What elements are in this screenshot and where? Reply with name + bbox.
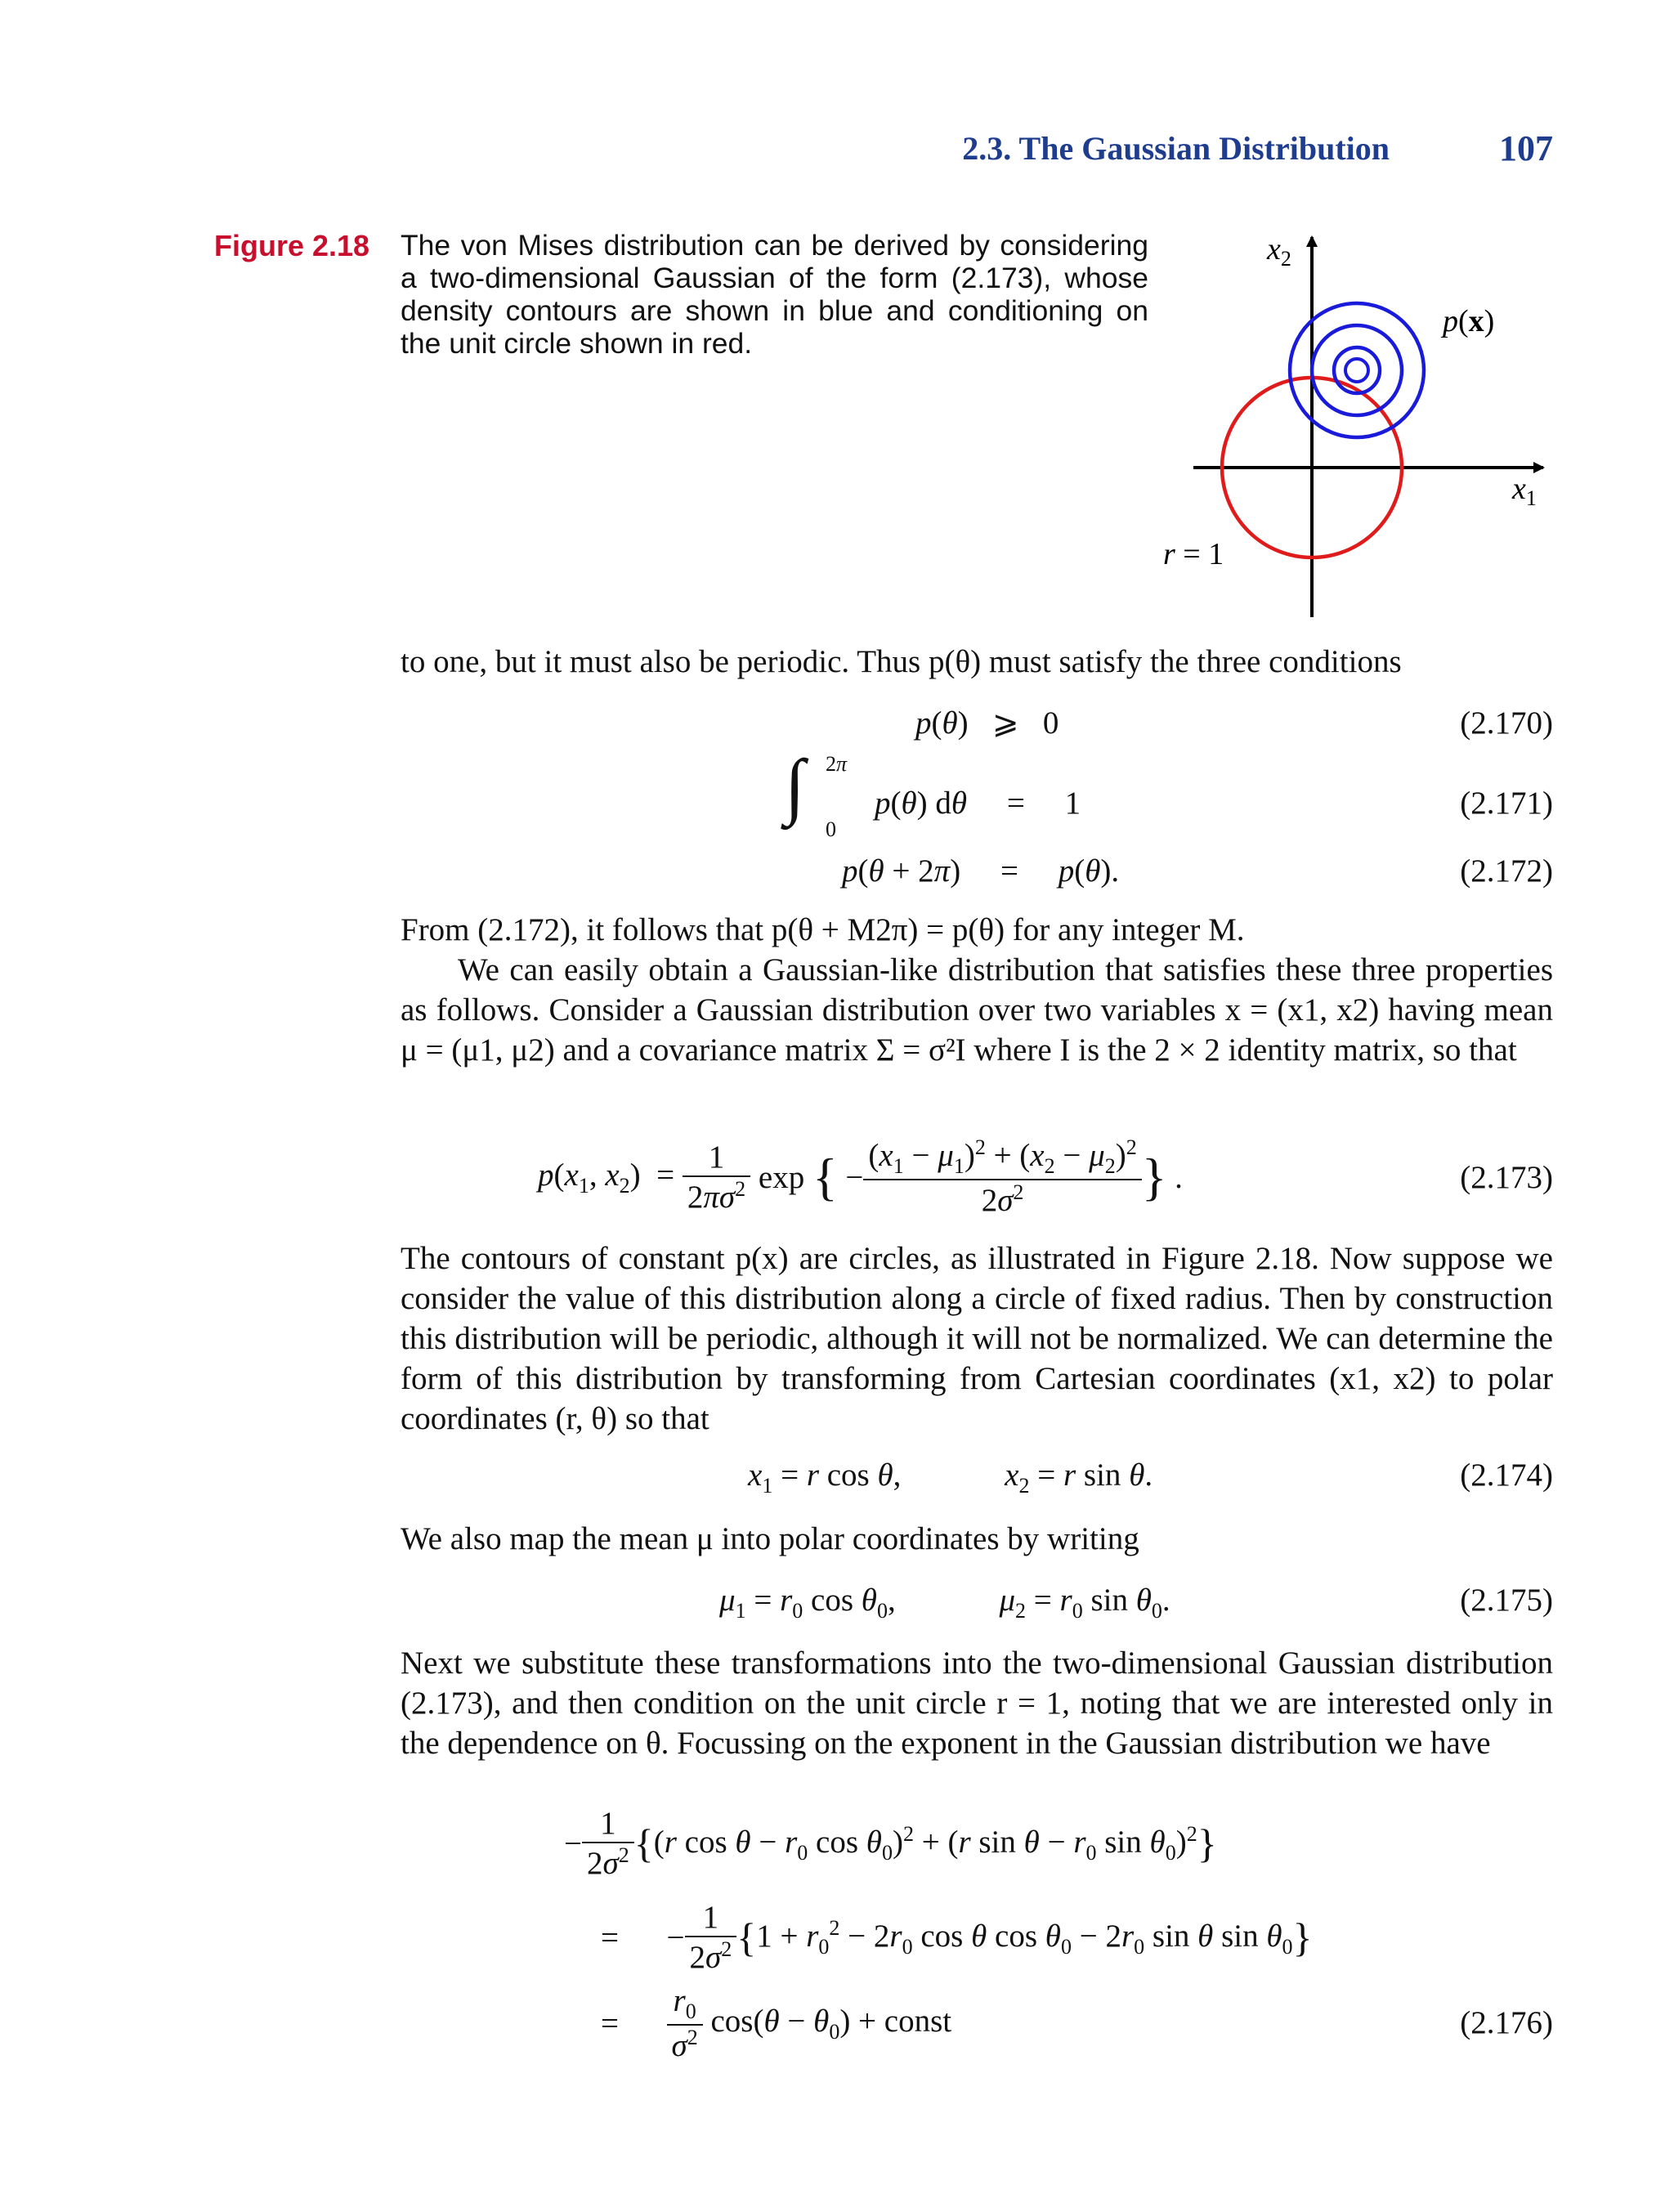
von-mises-figure (1144, 225, 1569, 634)
equation-2-175: $\mu_1 = r_0$ $\cos \theta_0$, $\mu_2 = r_0$ $\sin \theta_0$. (719, 1583, 1170, 1623)
density-label: p(x) (1443, 304, 1495, 338)
equation-2-176-line-3: = $\frac{r_0}{\sigma^2}$ $\cos(\theta - \theta_0)$ + const (601, 1983, 952, 2063)
paragraph-gaussian-setup: We can easily obtain a Gaussian-like distribution that satisfies these three properties as follows. Consider a Gaussian distribution over two variables x = (x1, x2) having mean μ = (μ1, μ2) and a covariance matrix Σ = σ²I where I is the 2 × 2 identity matrix, so that (401, 952, 1553, 1068)
page-number: 107 (1499, 128, 1553, 168)
equation-2-170: p(θ) ⩾ 0 (915, 705, 1059, 741)
equation-number-2-175: (2.175) (1460, 1583, 1553, 1618)
equation-2-174: $x_1 = r$ cos θ, $x_2 = r$ sin θ. (748, 1458, 1153, 1498)
paragraph-periodicity-integer: From (2.172), it follows that p(θ + M2π) = p(θ) for any integer M. (401, 912, 1245, 947)
equation-number-2-176: (2.176) (1460, 2005, 1553, 2040)
equation-2-172: p(θ + 2π) = p(θ). (842, 853, 1120, 889)
x1-axis-label: $x_1$ (1512, 472, 1537, 510)
paragraph-substitute-exponent: Next we substitute these transformations into the two-dimensional Gaussian distribution (2.173), and then condition on the unit circle r = 1, noting that we are interested only in the dependence on θ. Focussing on the exponent in the Gaussian distribution we have (401, 1646, 1553, 1761)
equation-2-176-line-2: = − $\frac{1}{2\sigma^2}$ { $1 + r_0^2 - 2r_0$ cos θ $\cos \theta_0 - 2r_0$ sin θ $\sin \theta_0$ } (601, 1900, 1313, 1975)
unit-circle-label: r = 1 (1163, 537, 1224, 571)
equation-number-2-174: (2.174) (1460, 1458, 1553, 1493)
density-contour-middle (1312, 325, 1402, 415)
density-contour-outer (1290, 303, 1424, 437)
density-contour-inner (1334, 347, 1380, 393)
paragraph-polar-transform: The contours of constant p(x) are circles, as illustrated in Figure 2.18. Now suppose we consider the value of this distribution along a circle of fixed radius. Then by construction this distribution will be periodic, although it will not be normalized. We can determine the form of this distribution by transforming from Cartesian coordinates (x1, x2) to polar coordinates (r, θ) so that (401, 1241, 1553, 1436)
equation-number-2-171: (2.171) (1460, 786, 1553, 821)
equation-number-2-172: (2.172) (1460, 853, 1553, 889)
equation-2-173: $p(x_1$, $x_2$) = $\frac{1}{2\pi\sigma^2}$ exp { − $\frac{(x_1 - \mu_1)^2 + (x_2 - \mu_2)^2}{2\sigma^2}$ } . (538, 1135, 1183, 1218)
running-header-section-title: 2.3. The Gaussian Distribution (962, 130, 1390, 167)
equation-number-2-170: (2.170) (1460, 705, 1553, 741)
density-contour-center (1345, 359, 1368, 382)
paragraph-map-mean: We also map the mean μ into polar coordinates by writing (401, 1521, 1139, 1556)
equation-number-2-173: (2.173) (1460, 1160, 1553, 1195)
equation-2-176-line-1: − $\frac{1}{2\sigma^2}$ { (r $\cos \theta - r_0$ $\cos \theta_0)^2 + (r$ $\sin \theta - r_0$ $\sin \theta_0)^2$ } (564, 1806, 1217, 1881)
paragraph-periodic-conditions: to one, but it must also be periodic. Thus p(θ) must satisfy the three conditions (401, 644, 1402, 679)
figure-label: Figure 2.18 (214, 229, 370, 262)
figure-caption: The von Mises distribution can be derived by considering a two-dimensional Gaussian of the form (2.173), whose density contours are shown in blue and conditioning on the unit circle shown in red. (401, 229, 1148, 360)
x2-axis-label: $x_2$ (1267, 232, 1291, 271)
